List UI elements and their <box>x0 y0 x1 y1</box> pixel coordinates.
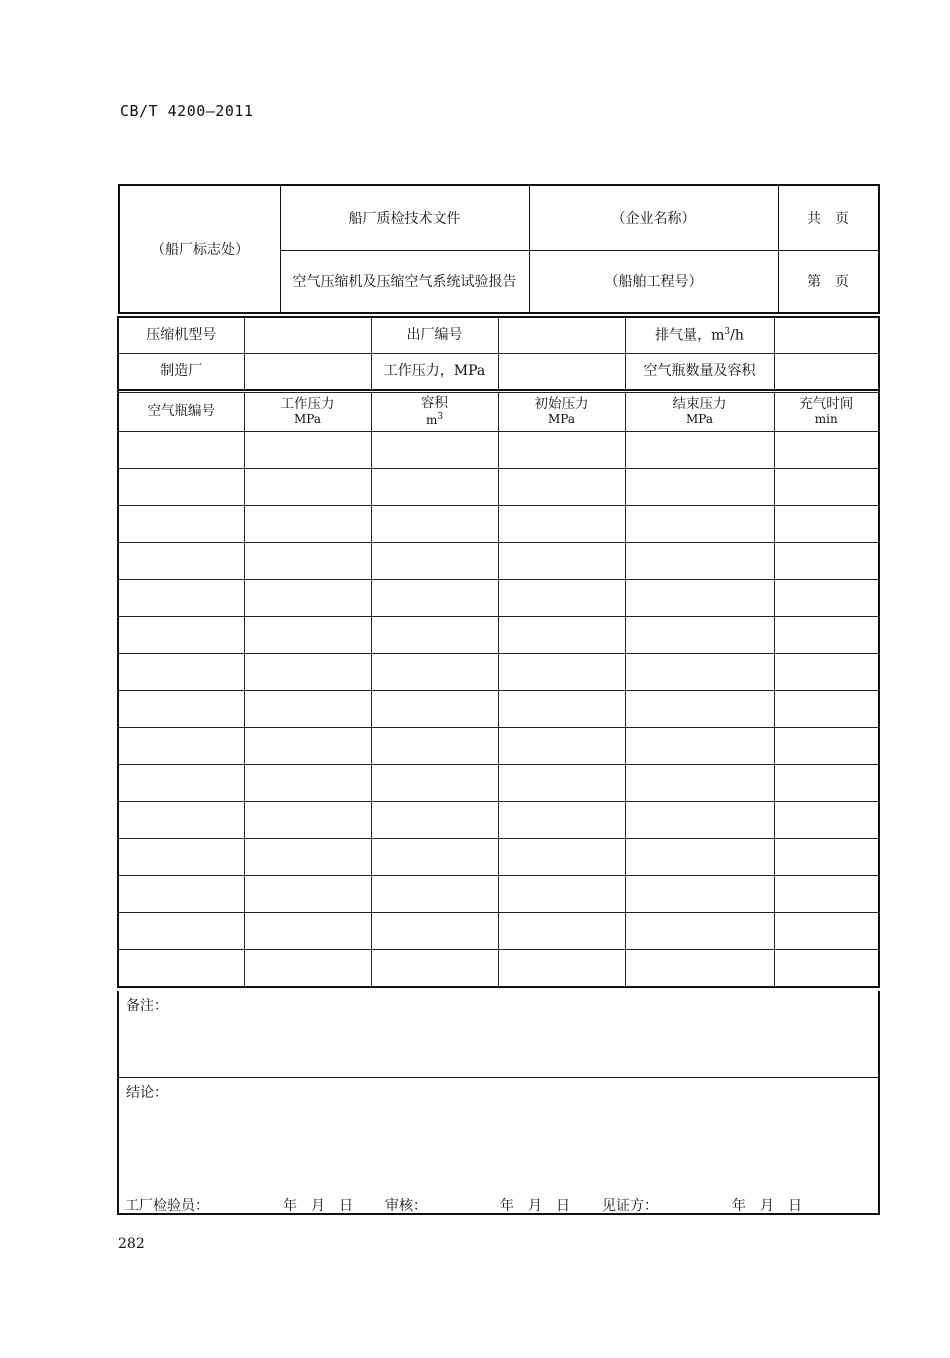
table-cell[interactable] <box>118 469 244 506</box>
displacement-value[interactable] <box>774 317 879 354</box>
table-cell[interactable] <box>244 728 371 765</box>
table-cell[interactable] <box>625 691 774 728</box>
table-cell[interactable] <box>774 506 879 543</box>
table-cell[interactable] <box>118 654 244 691</box>
table-cell[interactable] <box>625 580 774 617</box>
table-cell[interactable] <box>244 950 371 988</box>
work-pressure-value[interactable] <box>498 354 625 391</box>
table-cell[interactable] <box>498 950 625 988</box>
data-rows <box>118 432 879 988</box>
table-cell[interactable] <box>118 802 244 839</box>
table-cell[interactable] <box>625 543 774 580</box>
table-cell[interactable] <box>244 432 371 469</box>
table-row <box>118 543 879 580</box>
table-cell[interactable] <box>774 765 879 802</box>
doc-type: 船厂质检技术文件 <box>348 211 461 227</box>
bottle-label: 空气瓶数量及容积 <box>625 354 774 391</box>
table-cell[interactable] <box>244 506 371 543</box>
table-cell[interactable] <box>118 691 244 728</box>
remarks-label: 备注： <box>126 998 168 1014</box>
table-cell[interactable] <box>498 432 625 469</box>
table-cell[interactable] <box>118 765 244 802</box>
table-cell[interactable] <box>498 728 625 765</box>
table-cell[interactable] <box>625 654 774 691</box>
serial-value[interactable] <box>498 317 625 354</box>
table-cell[interactable] <box>498 543 625 580</box>
col-volume: 容积 $m^3$ <box>371 393 498 432</box>
table-cell[interactable] <box>625 728 774 765</box>
report-header <box>118 184 880 314</box>
table-cell[interactable] <box>774 469 879 506</box>
table-cell[interactable] <box>371 543 498 580</box>
table-cell[interactable] <box>371 802 498 839</box>
table-cell[interactable] <box>244 543 371 580</box>
inspector-label: 工厂检验员： <box>125 1198 209 1214</box>
table-cell[interactable] <box>118 839 244 876</box>
table-cell[interactable] <box>498 913 625 950</box>
table-cell[interactable] <box>371 913 498 950</box>
table-cell[interactable] <box>498 802 625 839</box>
conclusion-label: 结论： <box>126 1085 168 1101</box>
table-cell[interactable] <box>118 432 244 469</box>
table-cell[interactable] <box>118 913 244 950</box>
table-cell[interactable] <box>625 506 774 543</box>
table-cell[interactable] <box>774 432 879 469</box>
table-cell[interactable] <box>625 876 774 913</box>
table-cell[interactable] <box>774 617 879 654</box>
inspector-date: 年 月 日 <box>283 1198 353 1214</box>
model-value[interactable] <box>244 317 371 354</box>
col-end-pressure: 结束压力 MPa <box>625 393 774 432</box>
table-cell[interactable] <box>371 432 498 469</box>
table-cell[interactable] <box>625 839 774 876</box>
table-cell[interactable] <box>244 913 371 950</box>
table-cell[interactable] <box>498 691 625 728</box>
displacement-label: 排气量，$m^3/h$ <box>625 317 774 354</box>
table-cell[interactable] <box>498 580 625 617</box>
table-cell[interactable] <box>244 469 371 506</box>
table-row <box>118 580 879 617</box>
reviewer-label: 审核： <box>385 1198 427 1214</box>
col-init-pressure: 初始压力 MPa <box>498 393 625 432</box>
table-cell[interactable] <box>118 876 244 913</box>
table-row <box>118 802 879 839</box>
table-cell[interactable] <box>774 691 879 728</box>
table-cell[interactable] <box>498 765 625 802</box>
table-cell[interactable] <box>371 617 498 654</box>
witness-label: 见证方： <box>602 1198 658 1214</box>
serial-label: 出厂编号 <box>371 317 498 354</box>
table-cell[interactable] <box>498 506 625 543</box>
table-cell[interactable] <box>625 432 774 469</box>
model-label: 压缩机型号 <box>118 317 244 354</box>
table-cell[interactable] <box>625 950 774 988</box>
table-row <box>118 913 879 950</box>
col-work-pressure: 工作压力 MPa <box>244 393 371 432</box>
table-cell[interactable] <box>625 617 774 654</box>
table-cell[interactable] <box>774 654 879 691</box>
table-cell[interactable] <box>118 728 244 765</box>
table-row <box>118 654 879 691</box>
table-cell[interactable] <box>244 876 371 913</box>
reviewer-date: 年 月 日 <box>500 1198 570 1214</box>
remarks-section[interactable] <box>117 991 880 1078</box>
table-row <box>118 839 879 876</box>
table-cell[interactable] <box>498 469 625 506</box>
table-cell[interactable] <box>498 654 625 691</box>
table-row <box>118 765 879 802</box>
test-record-table <box>117 316 880 988</box>
table-row <box>118 728 879 765</box>
table-row <box>118 469 879 506</box>
table-cell[interactable] <box>625 802 774 839</box>
work-pressure-label: 工作压力，MPa <box>371 354 498 391</box>
table-cell[interactable] <box>244 580 371 617</box>
table-cell[interactable] <box>244 765 371 802</box>
report-title: 空气压缩机及压缩空气系统试验报告 <box>292 274 517 290</box>
table-cell[interactable] <box>774 839 879 876</box>
table-cell[interactable] <box>774 950 879 988</box>
table-row <box>118 950 879 988</box>
table-cell[interactable] <box>371 765 498 802</box>
table-cell[interactable] <box>774 728 879 765</box>
table-cell[interactable] <box>118 580 244 617</box>
table-cell[interactable] <box>774 543 879 580</box>
table-cell[interactable] <box>371 469 498 506</box>
col-bottle-no: 空气瓶编号 <box>118 393 244 432</box>
table-cell[interactable] <box>774 802 879 839</box>
table-row <box>118 506 879 543</box>
table-cell[interactable] <box>118 506 244 543</box>
table-cell[interactable] <box>498 617 625 654</box>
witness-date: 年 月 日 <box>732 1198 802 1214</box>
table-cell[interactable] <box>498 876 625 913</box>
maker-value[interactable] <box>244 354 371 391</box>
page-number: 282 <box>118 1236 145 1252</box>
company-name: （企业名称） <box>611 211 696 227</box>
project-number: （船舶工程号） <box>604 274 703 290</box>
table-cell[interactable] <box>244 802 371 839</box>
bottle-value[interactable] <box>774 354 879 391</box>
table-cell[interactable] <box>118 617 244 654</box>
table-cell[interactable] <box>371 876 498 913</box>
table-cell[interactable] <box>371 691 498 728</box>
table-cell[interactable] <box>118 543 244 580</box>
table-row <box>118 691 879 728</box>
table-cell[interactable] <box>774 580 879 617</box>
table-row <box>118 876 879 913</box>
table-cell[interactable] <box>118 950 244 988</box>
table-row <box>118 617 879 654</box>
table-cell[interactable] <box>371 654 498 691</box>
table-cell[interactable] <box>371 506 498 543</box>
table-cell[interactable] <box>625 469 774 506</box>
table-cell[interactable] <box>244 691 371 728</box>
col-fill-time: 充气时间 min <box>774 393 879 432</box>
table-cell[interactable] <box>774 876 879 913</box>
table-cell[interactable] <box>371 728 498 765</box>
table-cell[interactable] <box>371 839 498 876</box>
table-cell[interactable] <box>244 654 371 691</box>
table-cell[interactable] <box>498 839 625 876</box>
table-cell[interactable] <box>371 580 498 617</box>
table-cell[interactable] <box>244 839 371 876</box>
page-of: 第 页 <box>807 274 849 290</box>
standard-code: CB/T 4200—2011 <box>120 102 254 120</box>
logo-placeholder: （船厂标志处） <box>151 242 249 258</box>
maker-label: 制造厂 <box>118 354 244 391</box>
table-row <box>118 432 879 469</box>
table-cell[interactable] <box>774 913 879 950</box>
table-cell[interactable] <box>625 765 774 802</box>
table-cell[interactable] <box>371 950 498 988</box>
total-pages: 共 页 <box>807 211 849 227</box>
table-cell[interactable] <box>625 913 774 950</box>
table-cell[interactable] <box>244 617 371 654</box>
